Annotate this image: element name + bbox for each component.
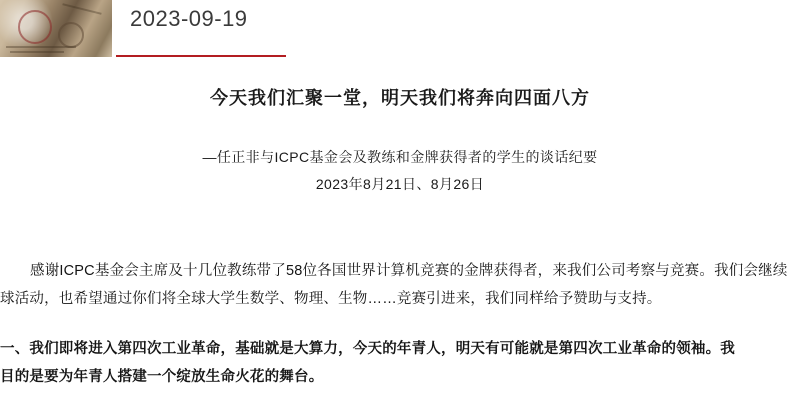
photo-stamp-icon (58, 22, 84, 48)
paragraph-1-line-1: 感谢ICPC基金会主席及十几位教练带了58位各国世界计算机竞赛的金牌获得者，来我们公司考察与竞赛。我们会继续 (30, 263, 788, 279)
photo-stamp-icon (18, 10, 52, 44)
document-body (0, 57, 800, 410)
document-dates: 2023年8月21日、8月26日 (315, 176, 485, 192)
paragraph-2 (0, 335, 800, 391)
page-header (0, 0, 800, 57)
photo-text-line (6, 46, 76, 48)
header-date: 2023-09-19 (130, 6, 248, 31)
paragraph-2-line-1: 一、我们即将进入第四次工业革命，基础就是大算力，今天的年青人，明天有可能就是第四次工业革命的领袖。我 (0, 341, 735, 357)
photo-text-line (62, 3, 101, 15)
paragraph-1-line-2: 球活动，也希望通过你们将全球大学生数学、物理、生物……竞赛引进来，我们同样给予赞助与支持。 (0, 291, 662, 307)
header-photo (0, 0, 112, 57)
document-subtitle: —任正非与ICPC基金会及教练和金牌获得者的学生的谈话纪要 (202, 149, 598, 165)
document-title: 今天我们汇聚一堂，明天我们将奔向四面八方 (210, 88, 590, 108)
paragraph-2-line-2: 目的是要为年青人搭建一个绽放生命火花的舞台。 (0, 369, 324, 385)
photo-text-line (10, 51, 64, 53)
paragraph-1 (0, 257, 800, 313)
